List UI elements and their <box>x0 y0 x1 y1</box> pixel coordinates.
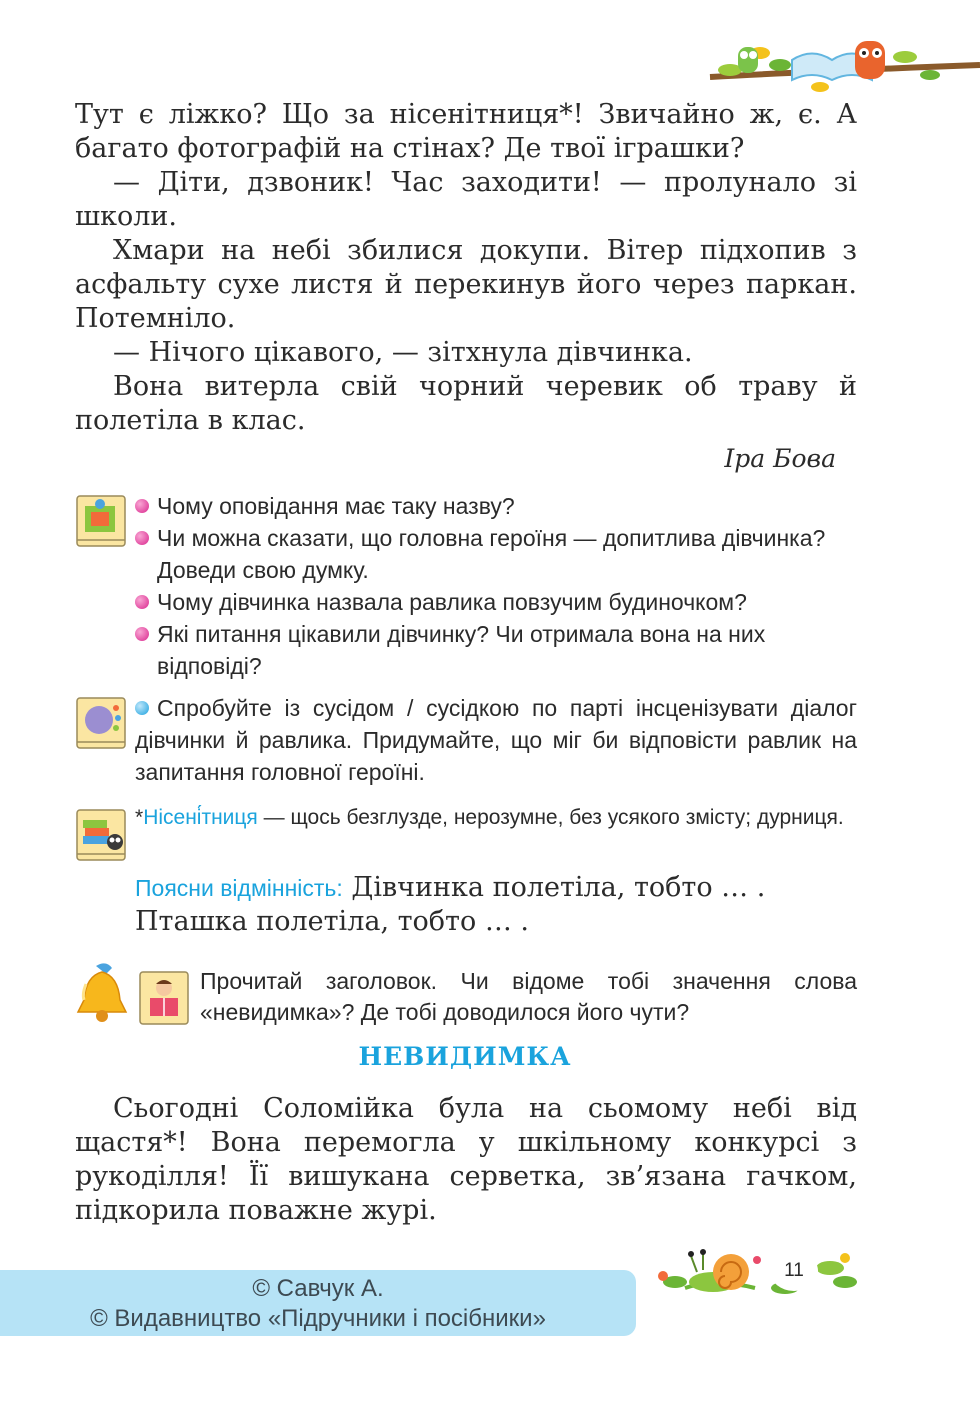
question-text: Чому оповідання має таку назву? <box>157 493 515 519</box>
glossary-definition: — щось безглузде, нерозумне, без усякого змісту; дурниця. <box>257 806 844 829</box>
footnote-star: * <box>135 806 144 829</box>
question-text: Чи можна сказати, що головна героїня — допитлива дівчинка? Доведи свою думку. <box>157 525 826 583</box>
question-item <box>135 522 855 586</box>
explain-difference <box>135 870 857 939</box>
pair-task-palette-icon <box>75 694 127 750</box>
story-text-top <box>75 98 857 438</box>
reading-prompt: Прочитай заголовок. Чи відоме тобі значення слова «невидимка»? Де тобі доводилося його чути? <box>200 968 857 1025</box>
page-number: 11 <box>770 1251 818 1291</box>
explain-example-2: Пташка полетіла, тобто … . <box>135 906 529 937</box>
glossary-note <box>135 803 857 833</box>
reading-child-icon <box>138 968 190 1028</box>
blue-bullet-icon <box>135 701 149 715</box>
pink-bullet-icon <box>135 595 149 609</box>
question-item <box>135 490 855 522</box>
pair-task <box>135 692 857 788</box>
explain-label: Поясни відмінність: <box>135 875 343 901</box>
story-paragraph: Вона витерла свій чорний черевик об траву й полетіла в клас. <box>75 371 857 436</box>
pink-bullet-icon <box>135 531 149 545</box>
explain-example-1: Дівчинка полетіла, тобто … . <box>342 872 766 903</box>
story-paragraph: Хмари на небі збилися докупи. Вітер підхопив з асфальту сухе листя й перекинув його через паркан. Потемніло. <box>75 235 857 334</box>
copyright-publisher: © Видавництво «Підручники і посібники» <box>90 1305 546 1332</box>
story-paragraph: Сьогодні Соломійка була на сьомому небі від щастя*! Вона перемогла у шкільному конкурсі з рукоділля! Її вишукана серветка, зв’язана гачком, підкорила поважне журі. <box>75 1093 857 1226</box>
copyright-author: © Савчук А. <box>252 1275 384 1302</box>
story-title: НЕВИДИМКА <box>358 1042 572 1071</box>
dictionary-books-owl-icon <box>75 806 127 862</box>
snail-flowers-illustration <box>645 1238 860 1300</box>
story-paragraph: — Нічого цікавого, — зітхнула дівчинка. <box>113 337 693 368</box>
story-paragraph: Тут є ліжко? Що за нісенітниця*! Звичайно ж, є. А багато фотографій на стінах? Де твої іграшки? <box>75 99 857 164</box>
explain-line <box>135 870 857 905</box>
author-name: Іра Бова <box>724 444 836 473</box>
story-text-bottom <box>75 1092 857 1228</box>
task-text: Спробуйте із сусідом / сусідкою по парті інсценізувати діалог дівчинки й равлика. Придумайте, що міг би відповісти равлик на запитання головної героїні. <box>135 695 857 785</box>
questions-book-icon <box>75 492 127 548</box>
story-paragraph: — Діти, дзвоник! Час заходити! — пролунало зі школи. <box>75 167 857 232</box>
bell-icon <box>72 960 134 1028</box>
pink-bullet-icon <box>135 627 149 641</box>
question-text: Які питання цікавили дівчинку? Чи отримала вона на них відповіді? <box>157 621 766 679</box>
branch-owls-book-illustration <box>700 35 980 100</box>
questions-list <box>135 490 855 682</box>
question-item <box>135 586 855 618</box>
copyright-footer <box>0 1270 636 1336</box>
glossary-term: Нісені́тниця <box>143 806 258 829</box>
question-item <box>135 618 855 682</box>
question-text: Чому дівчинка назвала равлика повзучим будиночком? <box>157 589 747 615</box>
pink-bullet-icon <box>135 499 149 513</box>
